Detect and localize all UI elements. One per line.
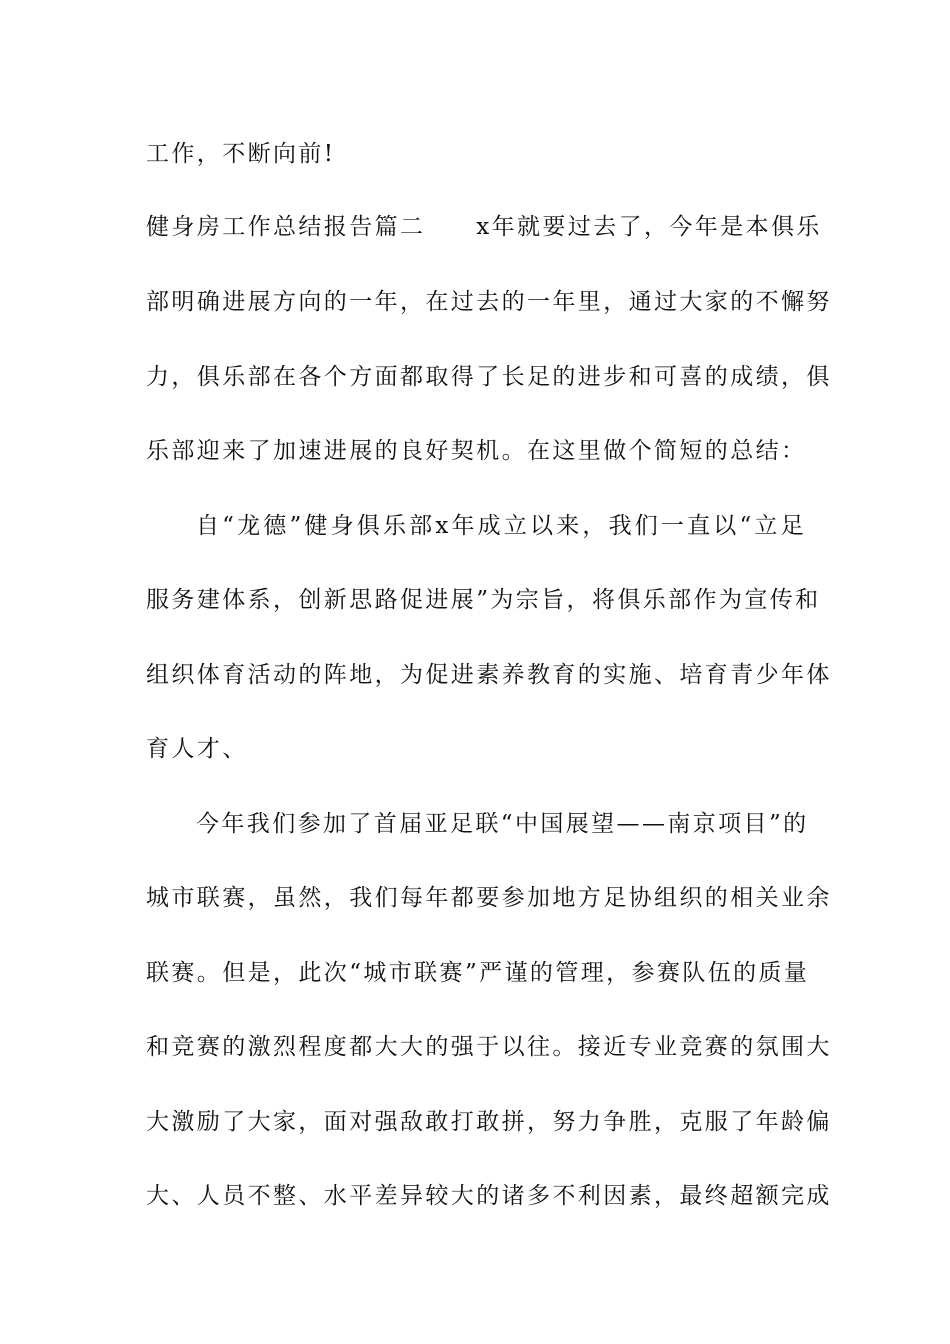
text-line-8: 组织体育活动的阵地，为促进素养教育的实施、培育青少年体 (146, 662, 832, 688)
text-line-12: 联赛。但是，此次“城市联赛”严谨的管理，参赛队伍的质量 (146, 960, 810, 986)
text-line-11: 城市联赛，虽然，我们每年都要参加地方足协组织的相关业余 (146, 885, 832, 911)
text-line-5: 乐部迎来了加速进展的良好契机。在这里做个简短的总结： (146, 438, 807, 464)
text-line-3: 部明确进展方向的一年，在过去的一年里，通过大家的不懈努 (146, 289, 832, 315)
section-heading-line: 健身房工作总结报告篇二 x年就要过去了，今年是本俱乐 (146, 214, 822, 240)
text-line-14: 大激励了大家，面对强敌敢打敢拼，努力争胜，克服了年龄偏 (146, 1109, 832, 1135)
text-line-9: 育人才、 (146, 736, 248, 762)
text-line-1: 工作，不断向前! (146, 141, 336, 167)
text-line-15: 大、人员不整、水平差异较大的诸多不利因素，最终超额完成 (146, 1183, 832, 1209)
text-line-4: 力，俱乐部在各个方面都取得了长足的进步和可喜的成绩，俱 (146, 364, 832, 390)
paragraph-start-line: 自“龙德”健身俱乐部x年成立以来，我们一直以“立足 (196, 513, 806, 539)
text-line-13: 和竞赛的激烈程度都大大的强于以往。接近专业竞赛的氛围大 (146, 1034, 832, 1060)
paragraph-start-line-2: 今年我们参加了首届亚足联“中国展望——南京项目”的 (196, 811, 809, 837)
text-line-7: 服务建体系，创新思路促进展”为宗旨，将俱乐部作为宣传和 (146, 587, 821, 613)
